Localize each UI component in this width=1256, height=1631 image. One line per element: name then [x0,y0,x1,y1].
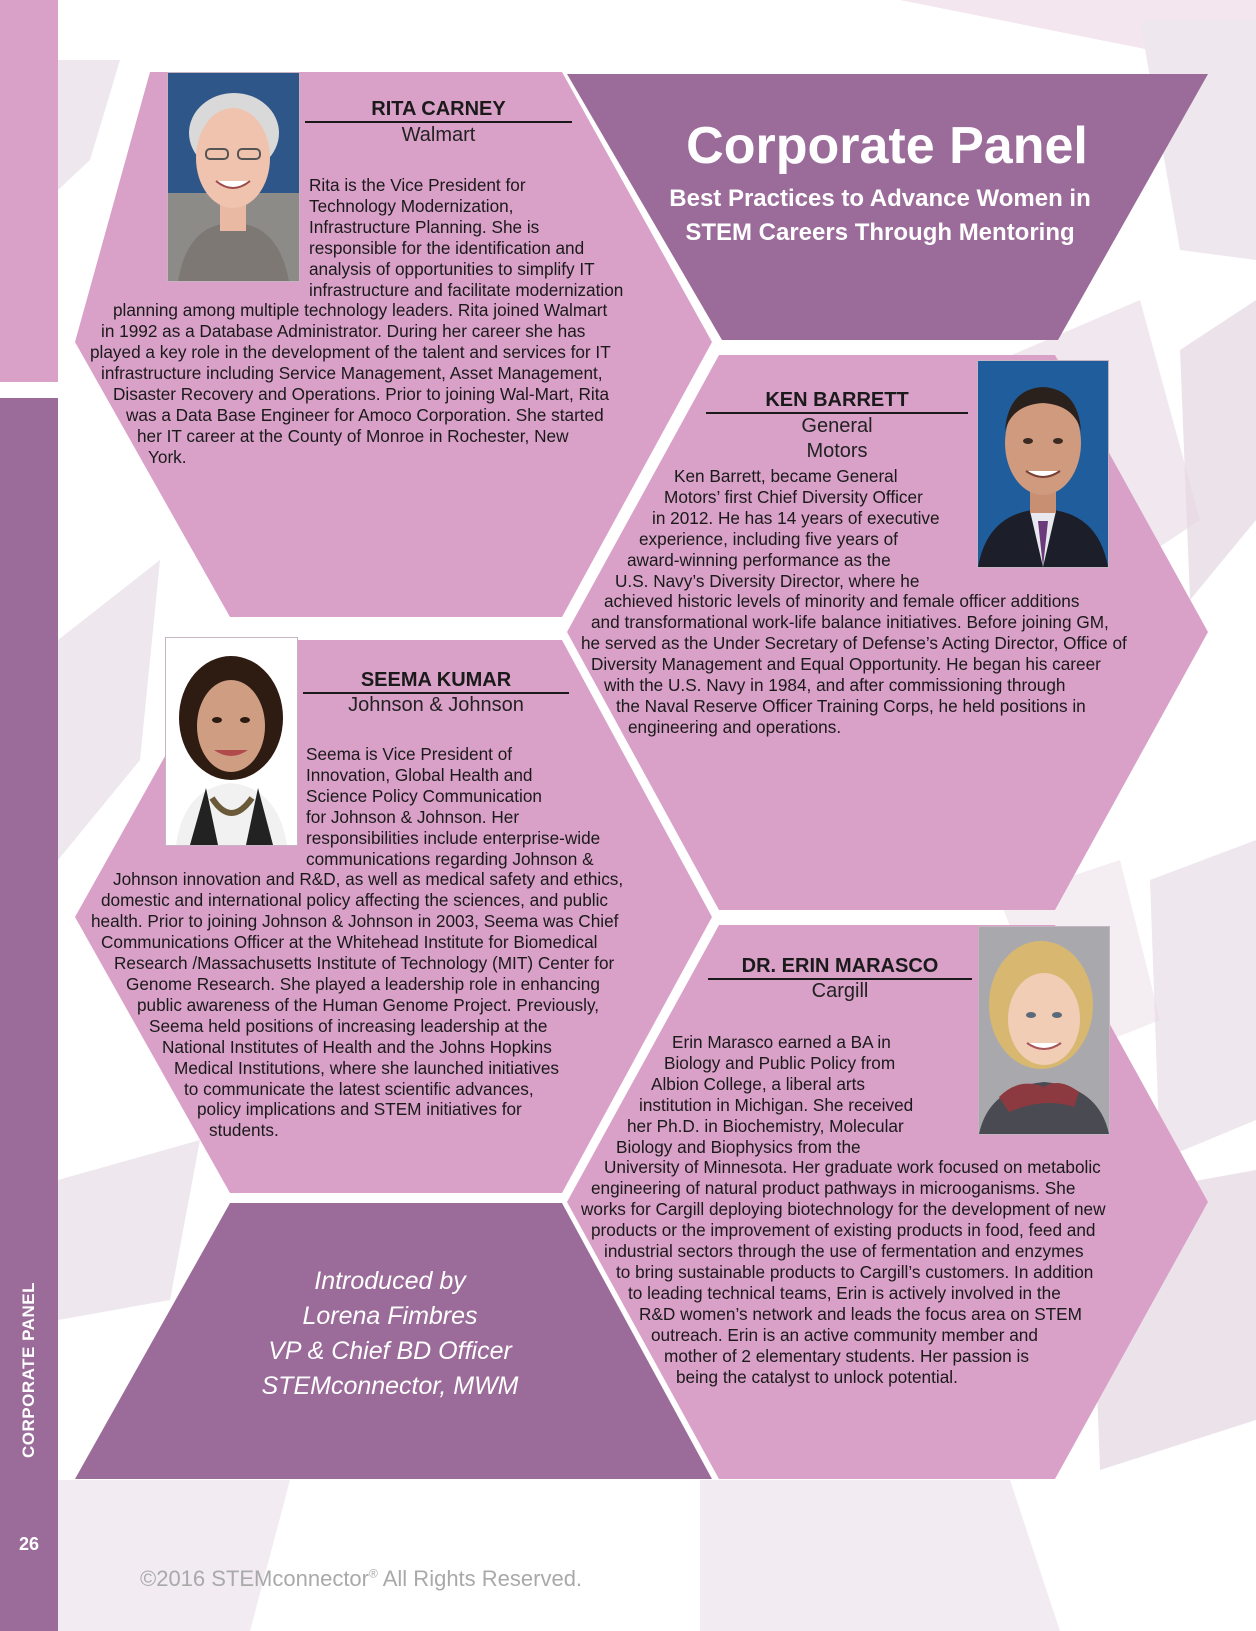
page-subtitle [640,182,1120,250]
bio-line: infrastructure and facilitate modernization [309,279,624,300]
bio-line: and transformational work-life balance initiatives. Before joining GM, [591,612,1109,633]
seema-kumar-name: SEEMA KUMAR [303,669,569,694]
intro-line: Lorena Fimbres [302,1302,478,1330]
bio-line: responsibilities include enterprise-wide [306,827,601,848]
bio-line: in 2012. He has 14 years of executive [652,507,940,528]
bio-line: experience, including five years of [639,528,898,549]
bio-line: domestic and international policy affecting the sciences, and public [101,890,609,911]
bio-line: Disaster Recovery and Operations. Prior to joining Wal-Mart, Rita [113,384,610,405]
bio-line: planning among multiple technology leaders. Rita joined Walmart [113,300,608,321]
bio-line: Research /Massachusetts Institute of Technology (MIT) Center for [114,953,615,974]
bio-line: being the catalyst to unlock potential. [676,1366,958,1387]
copyright-suffix: All Rights Reserved. [377,1566,583,1591]
ken-barrett-name: KEN BARRETT [706,389,968,414]
bio-line: in 1992 as a Database Administrator. During her career she has [101,321,586,342]
copyright-notice [140,1566,582,1592]
sidebar-section-label: CORPORATE PANEL [19,1282,38,1458]
bio-line: Infrastructure Planning. She is [309,216,540,237]
bio-line: University of Minnesota. Her graduate work focused on metabolic [604,1157,1101,1178]
bio-line: Diversity Management and Equal Opportunity. He began his career [591,654,1101,675]
bio-line: Rita is the Vice President for [309,175,526,195]
bio-line: industrial sectors through the use of fermentation and enzymes [604,1241,1084,1262]
bio-line: Biology and Public Policy from [664,1052,896,1073]
bio-line: with the U.S. Navy in 1984, and after commissioning through [604,675,1066,696]
company-line: General [801,415,873,437]
page-title: Corporate Panel [686,117,1088,175]
rita-carney-company: Walmart [401,124,476,146]
copyright-prefix: ©2016 STEMconnector [140,1566,369,1591]
bio-line: Science Policy Communication [306,785,542,806]
bio-line: the Naval Reserve Officer Training Corps, he held positions in [616,695,1086,716]
erin-marasco-company: Cargill [811,980,869,1002]
bio-line: products or the improvement of existing products in food, feed and [591,1220,1096,1241]
seema-kumar-company: Johnson & Johnson [348,694,524,716]
registered-mark: ® [369,1566,378,1581]
bio-line: for Johnson & Johnson. Her [306,806,520,827]
bio-line: Medical Institutions, where she launched initiatives [174,1057,560,1078]
introduction-text [190,1264,590,1404]
bio-line: Innovation, Global Health and [306,764,533,785]
bio-line: Biology and Biophysics from the [616,1136,861,1157]
bio-line: to bring sustainable products to Cargill’s customers. In addition [616,1261,1094,1282]
bio-line: to leading technical teams, Erin is actively involved in the [628,1282,1061,1303]
bio-line: award-winning performance as the [627,549,891,570]
bio-line: engineering and operations. [628,716,842,737]
bio-line: Albion College, a liberal arts [651,1073,866,1094]
bio-line: was a Data Base Engineer for Amoco Corporation. She started [126,404,604,425]
intro-line: Introduced by [314,1267,466,1295]
subtitle-line: STEM Careers Through Mentoring [685,219,1075,246]
bio-line: Genome Research. She played a leadership role in enhancing [126,973,600,994]
bio-line: Ken Barrett, became General [674,466,898,486]
bio-line: R&D women’s network and leads the focus area on STEM [639,1303,1082,1324]
bio-line: Johnson innovation and R&D, as well as medical safety and ethics, [113,869,624,890]
erin-marasco-name: DR. ERIN MARASCO [708,955,972,980]
bio-line: played a key role in the development of the talent and services for IT [90,342,611,363]
bio-line: her Ph.D. in Biochemistry, Molecular [627,1115,904,1136]
bio-line: Technology Modernization, [309,195,514,216]
bio-line: responsible for the identification and [309,237,585,258]
bio-line: Seema is Vice President of [306,744,513,764]
bio-line: Communications Officer at the Whitehead Institute for Biomedical [101,932,598,953]
bio-line: achieved historic levels of minority and female officer additions [604,591,1080,612]
bio-line: Seema held positions of increasing leadership at the [149,1015,548,1036]
bio-line: engineering of natural product pathways in microoganisms. She [591,1178,1076,1199]
bio-line: to communicate the latest scientific advances, [184,1078,534,1099]
page-number: 26 [18,1534,40,1554]
bio-line: institution in Michigan. She received [639,1094,914,1115]
bio-line: outreach. Erin is an active community member and [651,1324,1038,1345]
bio-line: mother of 2 elementary students. Her passion is [664,1345,1029,1366]
bio-line: students. [209,1120,279,1141]
rita-carney-name: RITA CARNEY [305,98,572,123]
bio-line: infrastructure including Service Management, Asset Management, [101,363,603,384]
subtitle-line: Best Practices to Advance Women in [669,185,1091,212]
bio-line: National Institutes of Health and the Johns Hopkins [162,1036,552,1057]
intro-line: STEMconnector, MWM [261,1372,519,1400]
bio-line: analysis of opportunities to simplify IT [309,258,595,279]
bio-line: public awareness of the Human Genome Project. Previously, [137,994,600,1015]
ken-barrett-company [706,414,968,464]
bio-line: communications regarding Johnson & [306,848,594,869]
bio-line: health. Prior to joining Johnson & Johnson in 2003, Seema was Chief [91,911,619,932]
bio-line: her IT career at the County of Monroe in Rochester, New [137,425,569,446]
bio-line: U.S. Navy’s Diversity Director, where he [615,570,920,591]
bio-line: Erin Marasco earned a BA in [672,1032,891,1052]
bio-line: works for Cargill deploying biotechnology for the development of new [581,1199,1106,1220]
intro-line: VP & Chief BD Officer [268,1337,512,1365]
bio-line: he served as the Under Secretary of Defense’s Acting Director, Office of [581,633,1127,654]
company-line: Motors [806,440,868,462]
bio-line: Motors’ first Chief Diversity Officer [664,486,923,507]
bio-line: York. [148,446,187,467]
bio-line: policy implications and STEM initiatives for [197,1099,522,1120]
rita-carney-bio [0,175,623,468]
